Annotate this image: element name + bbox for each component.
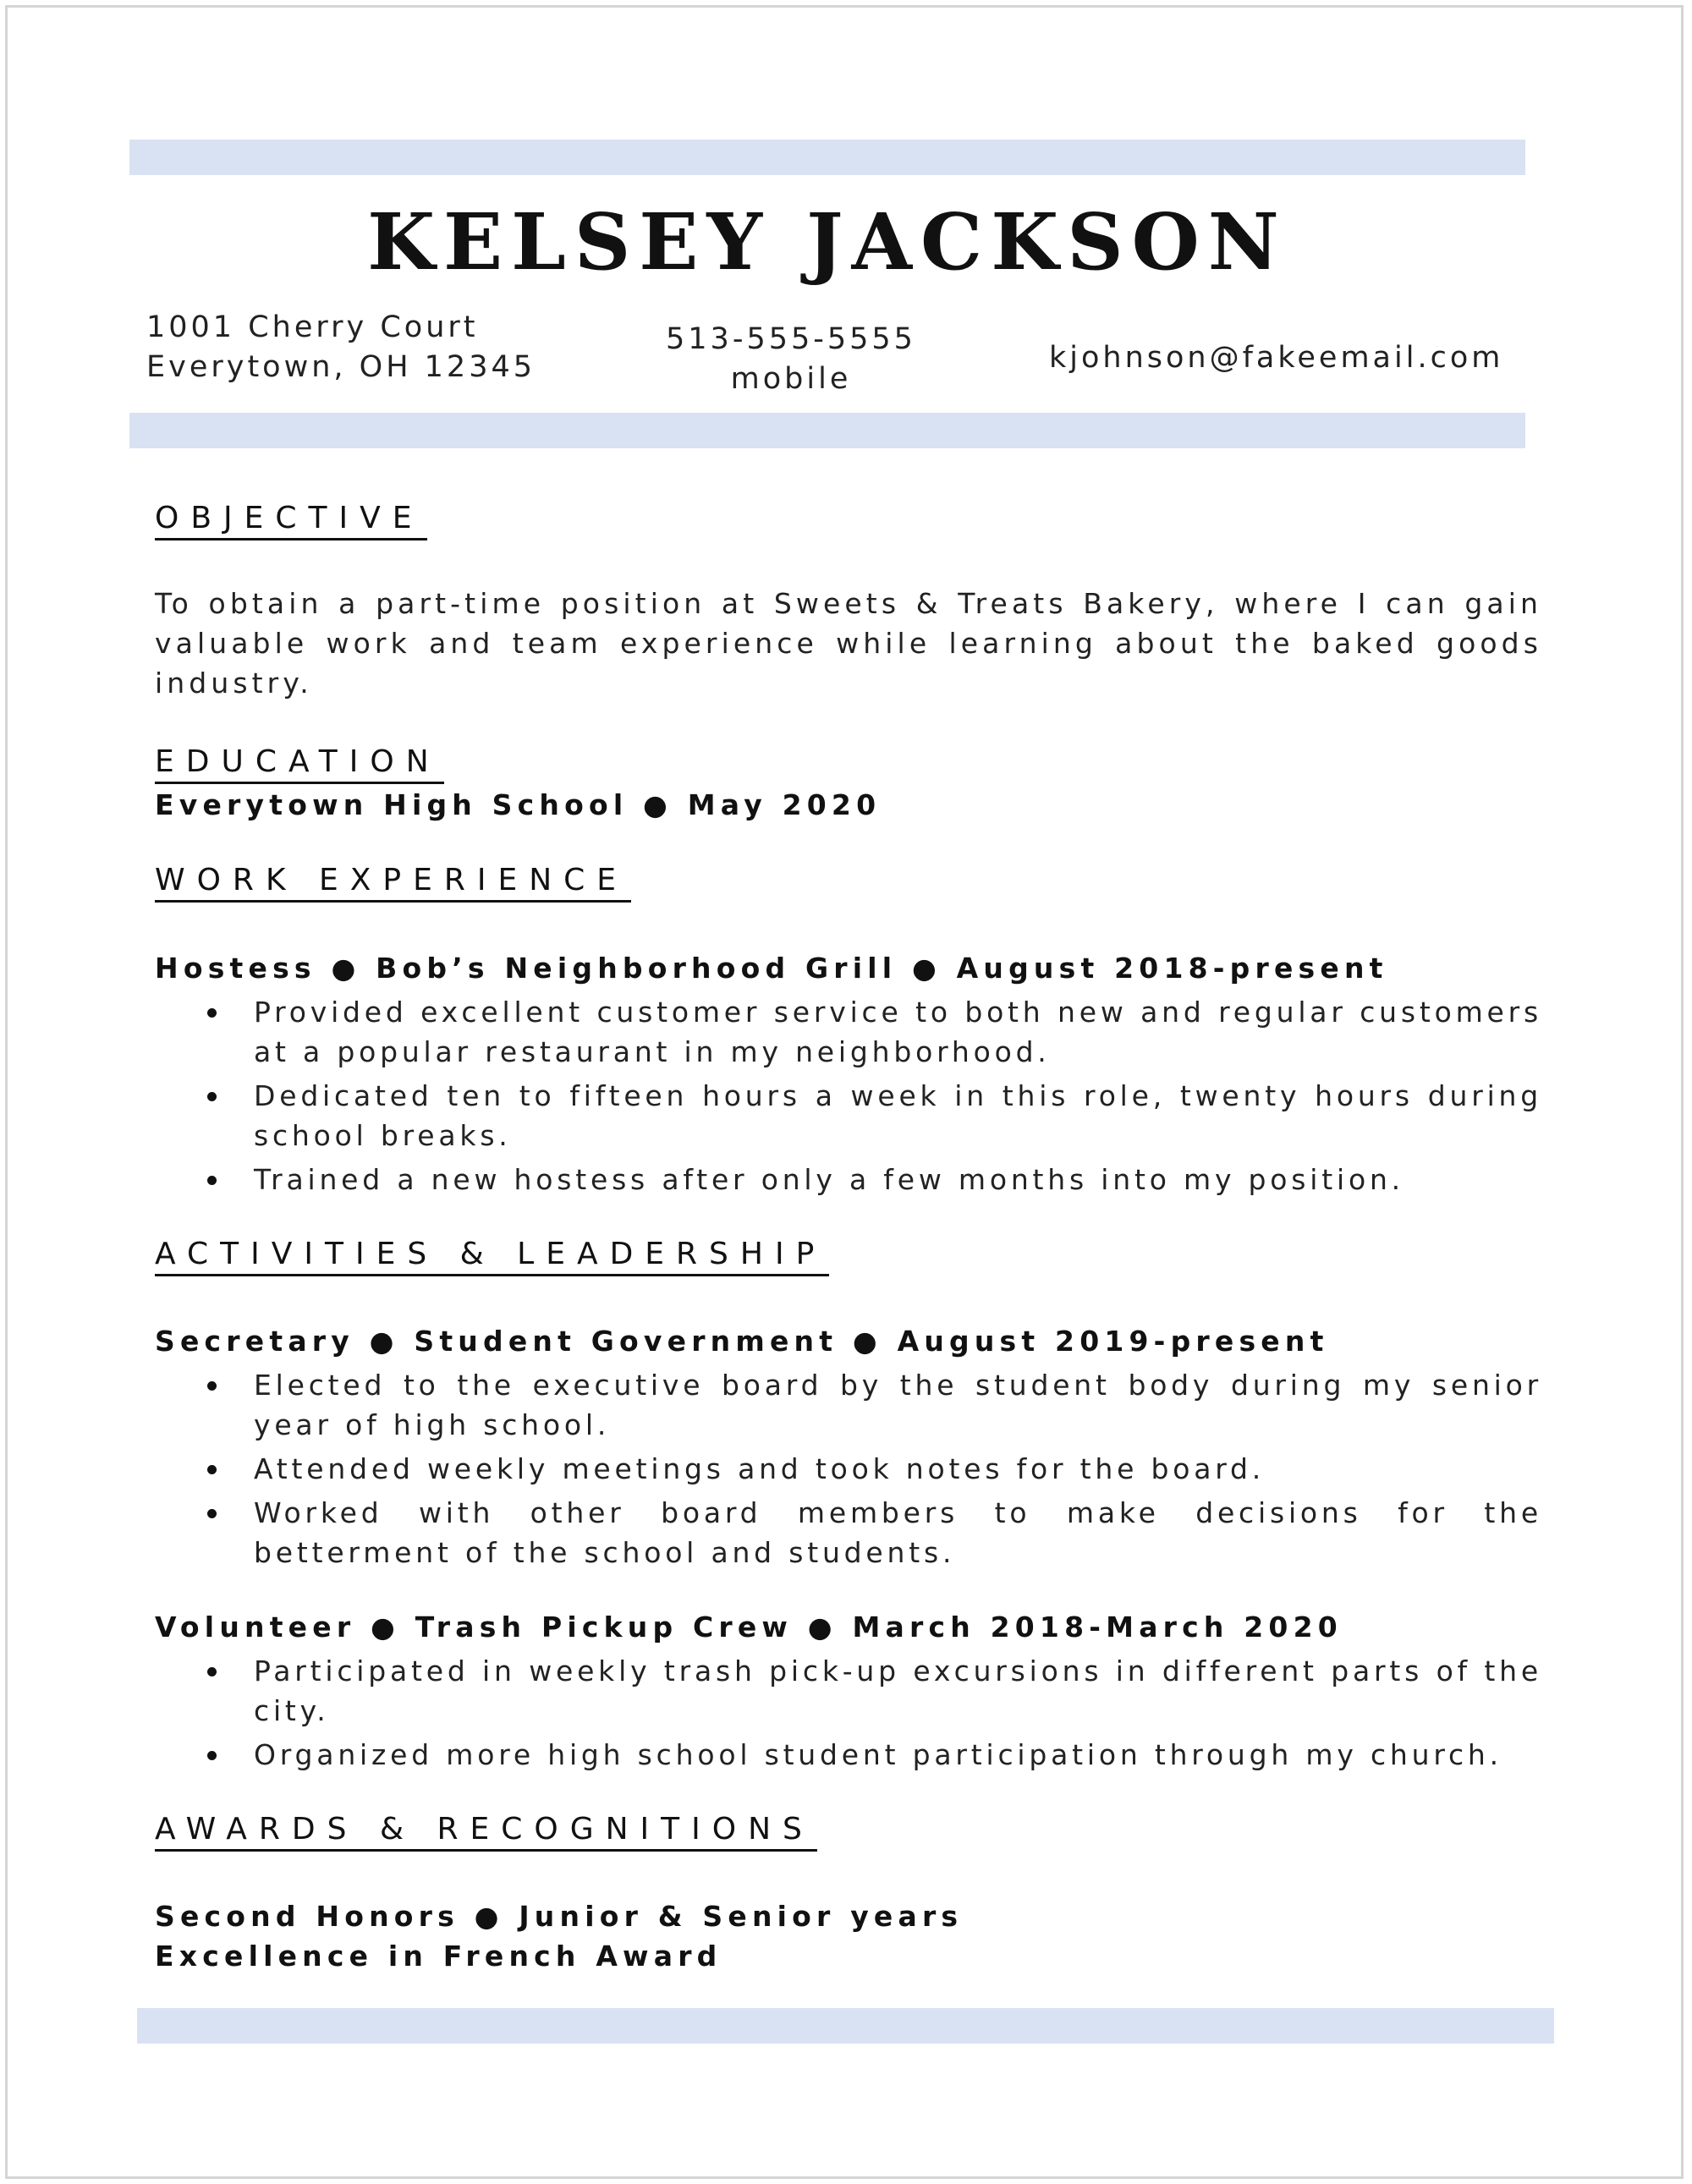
list-item: Attended weekly meetings and took notes for the board.	[155, 1449, 1542, 1489]
bullet-dot	[207, 1176, 217, 1185]
list-item: Organized more high school student participation through my church.	[155, 1735, 1542, 1775]
objective-text: To obtain a part-time position at Sweets & Treats Bakery, where I can gain valuable work and team experience while learning about the baked goods industry.	[155, 587, 1542, 700]
list-item: Dedicated ten to fifteen hours a week in this role, twenty hours during school breaks.	[155, 1076, 1542, 1155]
work-experience-heading: WORK EXPERIENCE	[155, 863, 631, 903]
education-entry: Everytown High School ● May 2020	[155, 788, 882, 821]
work-bullet-list	[155, 992, 1542, 1204]
list-item: Worked with other board members to make decisions for the betterment of the school and students.	[155, 1493, 1542, 1572]
bullet-dot	[207, 1465, 217, 1474]
activity-bullet-list	[155, 1365, 1542, 1577]
header-band-bottom	[129, 413, 1525, 448]
list-item: Participated in weekly trash pick-up excursions in different parts of the city.	[155, 1651, 1542, 1731]
activity-bullet-list	[155, 1651, 1542, 1779]
phone-number: 513-555-5555	[666, 322, 916, 356]
activities-heading: ACTIVITIES & LEADERSHIP	[155, 1237, 829, 1276]
bullet-dot	[207, 1381, 217, 1391]
list-item: Elected to the executive board by the student body during my senior year of high school.	[155, 1365, 1542, 1445]
objective-heading: OBJECTIVE	[155, 501, 427, 541]
activity-entry-title: Volunteer ● Trash Pickup Crew ● March 2018-March 2020	[155, 1611, 1343, 1643]
contact-address	[146, 308, 536, 387]
footer-band	[137, 2008, 1554, 2044]
work-entry-title: Hostess ● Bob’s Neighborhood Grill ● August 2018-present	[155, 952, 1388, 985]
bullet-dot	[207, 1667, 217, 1676]
candidate-name: KELSEY JACKSON	[367, 196, 1288, 288]
bullet-dot	[207, 1751, 217, 1760]
address-line-1: 1001 Cherry Court	[146, 310, 479, 344]
header-band-top	[129, 140, 1525, 175]
list-item: Trained a new hostess after only a few months into my position.	[155, 1160, 1542, 1199]
awards-heading: AWARDS & RECOGNITIONS	[155, 1812, 817, 1852]
phone-type: mobile	[730, 362, 852, 396]
education-heading: EDUCATION	[155, 744, 444, 784]
award-item: Excellence in French Award	[155, 1940, 722, 1973]
activity-entry-title: Secretary ● Student Government ● August 2019-present	[155, 1325, 1329, 1358]
address-line-2: Everytown, OH 12345	[146, 350, 536, 384]
contact-email: kjohnson@fakeemail.com	[1049, 341, 1504, 375]
award-item: Second Honors ● Junior & Senior years	[155, 1900, 964, 1933]
bullet-dot	[207, 1008, 217, 1018]
contact-phone	[643, 320, 939, 399]
bullet-dot	[207, 1092, 217, 1101]
list-item: Provided excellent customer service to both new and regular customers at a popular restaurant in my neighborhood.	[155, 992, 1542, 1072]
bullet-dot	[207, 1509, 217, 1518]
